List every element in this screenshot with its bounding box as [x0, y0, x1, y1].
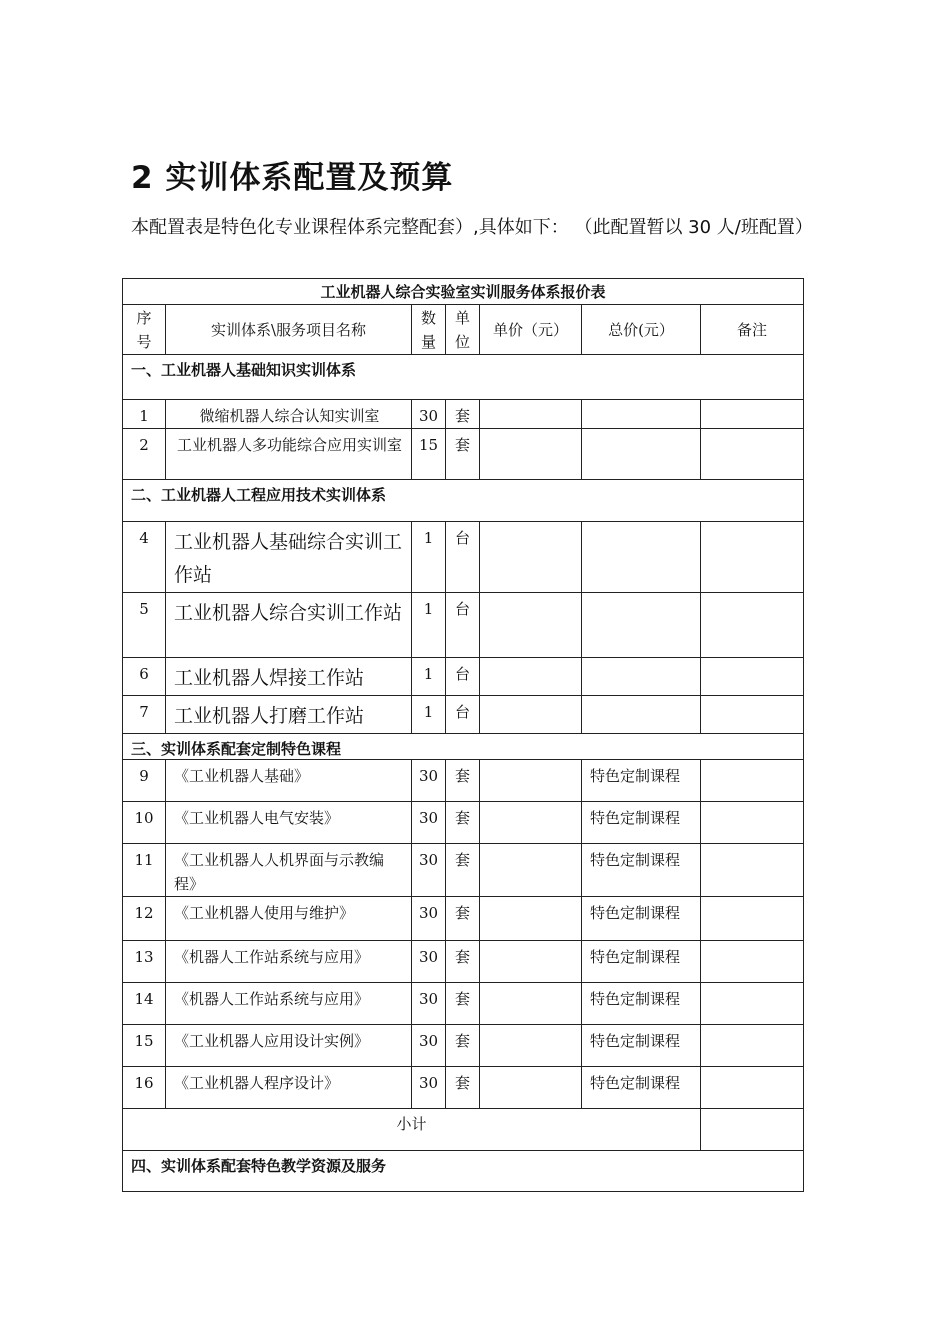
cell-qty: 30 [412, 897, 446, 941]
cell-name: 《机器人工作站系统与应用》 [166, 983, 412, 1025]
cell-name: 工业机器人打磨工作站 [166, 696, 412, 734]
cell-qty: 30 [412, 844, 446, 897]
table-row [123, 522, 804, 593]
cell-unit: 套 [446, 844, 480, 897]
table-row [123, 1067, 804, 1109]
table-row [123, 802, 804, 844]
cell-unit-price [480, 522, 582, 593]
page-heading: 2 实训体系配置及预算 [131, 160, 454, 196]
cell-total-price: 特色定制课程 [582, 983, 701, 1025]
section-title: 一、工业机器人基础知识实训体系 [123, 355, 804, 400]
cell-unit-price [480, 1025, 582, 1067]
cell-seq: 15 [123, 1025, 166, 1067]
cell-remark [701, 897, 804, 941]
cell-unit: 台 [446, 696, 480, 734]
cell-qty: 30 [412, 983, 446, 1025]
cell-total-price: 特色定制课程 [582, 941, 701, 983]
cell-total-price: 特色定制课程 [582, 760, 701, 802]
cell-unit-price [480, 802, 582, 844]
cell-name: 《工业机器人应用设计实例》 [166, 1025, 412, 1067]
cell-name: 《机器人工作站系统与应用》 [166, 941, 412, 983]
cell-seq: 5 [123, 593, 166, 658]
cell-unit: 套 [446, 897, 480, 941]
cell-name: 《工业机器人使用与维护》 [166, 897, 412, 941]
cell-unit: 台 [446, 593, 480, 658]
cell-qty: 1 [412, 696, 446, 734]
subtotal-label: 小计 [123, 1109, 701, 1151]
section-title: 四、实训体系配套特色教学资源及服务 [123, 1151, 804, 1192]
cell-seq: 10 [123, 802, 166, 844]
cell-unit-price [480, 760, 582, 802]
cell-seq: 9 [123, 760, 166, 802]
cell-total-price [582, 658, 701, 696]
cell-unit-price [480, 429, 582, 480]
cell-qty: 30 [412, 1025, 446, 1067]
cell-unit-price [480, 593, 582, 658]
header-seq: 序号 [123, 305, 166, 355]
cell-qty: 30 [412, 1067, 446, 1109]
cell-total-price [582, 593, 701, 658]
cell-unit-price [480, 941, 582, 983]
cell-name: 工业机器人综合实训工作站 [166, 593, 412, 658]
table-row [123, 941, 804, 983]
cell-seq: 13 [123, 941, 166, 983]
cell-unit: 台 [446, 522, 480, 593]
cell-unit: 套 [446, 1067, 480, 1109]
cell-unit: 套 [446, 400, 480, 429]
cell-qty: 15 [412, 429, 446, 480]
cell-remark [701, 1025, 804, 1067]
cell-qty: 1 [412, 658, 446, 696]
cell-unit: 套 [446, 941, 480, 983]
cell-seq: 6 [123, 658, 166, 696]
cell-name: 工业机器人基础综合实训工作站 [166, 522, 412, 593]
cell-total-price: 特色定制课程 [582, 802, 701, 844]
cell-qty: 1 [412, 522, 446, 593]
table-row [123, 696, 804, 734]
cell-remark [701, 844, 804, 897]
cell-name: 《工业机器人基础》 [166, 760, 412, 802]
cell-unit-price [480, 400, 582, 429]
table-title: 工业机器人综合实验室实训服务体系报价表 [123, 279, 804, 305]
section-title: 二、工业机器人工程应用技术实训体系 [123, 480, 804, 522]
cell-remark [701, 941, 804, 983]
cell-unit: 套 [446, 983, 480, 1025]
cell-name: 《工业机器人程序设计》 [166, 1067, 412, 1109]
header-unit: 单位 [446, 305, 480, 355]
header-total-price: 总价(元） [582, 305, 701, 355]
cell-qty: 30 [412, 400, 446, 429]
cell-unit: 套 [446, 429, 480, 480]
cell-qty: 30 [412, 802, 446, 844]
cell-unit: 台 [446, 658, 480, 696]
cell-seq: 16 [123, 1067, 166, 1109]
cell-qty: 30 [412, 941, 446, 983]
cell-remark [701, 658, 804, 696]
header-unit-price: 单价（元） [480, 305, 582, 355]
cell-seq: 12 [123, 897, 166, 941]
table-row [123, 1025, 804, 1067]
header-row [123, 305, 804, 355]
cell-name: 《工业机器人人机界面与示教编程》 [166, 844, 412, 897]
cell-remark [701, 696, 804, 734]
cell-total-price: 特色定制课程 [582, 897, 701, 941]
cell-remark [701, 760, 804, 802]
cell-remark [701, 522, 804, 593]
table-row [123, 593, 804, 658]
cell-unit-price [480, 658, 582, 696]
header-name: 实训体系\服务项目名称 [166, 305, 412, 355]
cell-name: 工业机器人多功能综合应用实训室 [166, 429, 412, 480]
cell-unit-price [480, 696, 582, 734]
cell-total-price [582, 696, 701, 734]
cell-name: 工业机器人焊接工作站 [166, 658, 412, 696]
subtotal-value [701, 1109, 804, 1151]
cell-total-price [582, 400, 701, 429]
cell-unit: 套 [446, 802, 480, 844]
cell-total-price: 特色定制课程 [582, 1067, 701, 1109]
cell-seq: 2 [123, 429, 166, 480]
subtotal-row [123, 1109, 804, 1151]
cell-total-price: 特色定制课程 [582, 844, 701, 897]
cell-name: 微缩机器人综合认知实训室 [166, 400, 412, 429]
cell-seq: 14 [123, 983, 166, 1025]
cell-remark [701, 429, 804, 480]
cell-unit: 套 [446, 1025, 480, 1067]
header-qty: 数量 [412, 305, 446, 355]
cell-seq: 11 [123, 844, 166, 897]
cell-unit-price [480, 1067, 582, 1109]
cell-remark [701, 983, 804, 1025]
cell-remark [701, 593, 804, 658]
cell-qty: 30 [412, 760, 446, 802]
cell-total-price [582, 429, 701, 480]
section-title: 三、实训体系配套定制特色课程 [123, 734, 804, 760]
cell-remark [701, 1067, 804, 1109]
cell-total-price: 特色定制课程 [582, 1025, 701, 1067]
table-row [123, 658, 804, 696]
intro-paragraph: 本配置表是特色化专业课程体系完整配套）,具体如下： （此配置暂以 30 人/班配置） [131, 217, 813, 238]
table-row [123, 400, 804, 429]
cell-unit-price [480, 844, 582, 897]
cell-remark [701, 400, 804, 429]
cell-seq: 1 [123, 400, 166, 429]
table-row [123, 429, 804, 480]
table-row [123, 983, 804, 1025]
cell-remark [701, 802, 804, 844]
cell-unit: 套 [446, 760, 480, 802]
table-row [123, 844, 804, 897]
table-row [123, 897, 804, 941]
cell-seq: 7 [123, 696, 166, 734]
cell-unit-price [480, 897, 582, 941]
cell-seq: 4 [123, 522, 166, 593]
cell-qty: 1 [412, 593, 446, 658]
cell-unit-price [480, 983, 582, 1025]
header-remark: 备注 [701, 305, 804, 355]
cell-total-price [582, 522, 701, 593]
cell-name: 《工业机器人电气安装》 [166, 802, 412, 844]
table-row [123, 760, 804, 802]
quote-table [122, 278, 804, 1192]
